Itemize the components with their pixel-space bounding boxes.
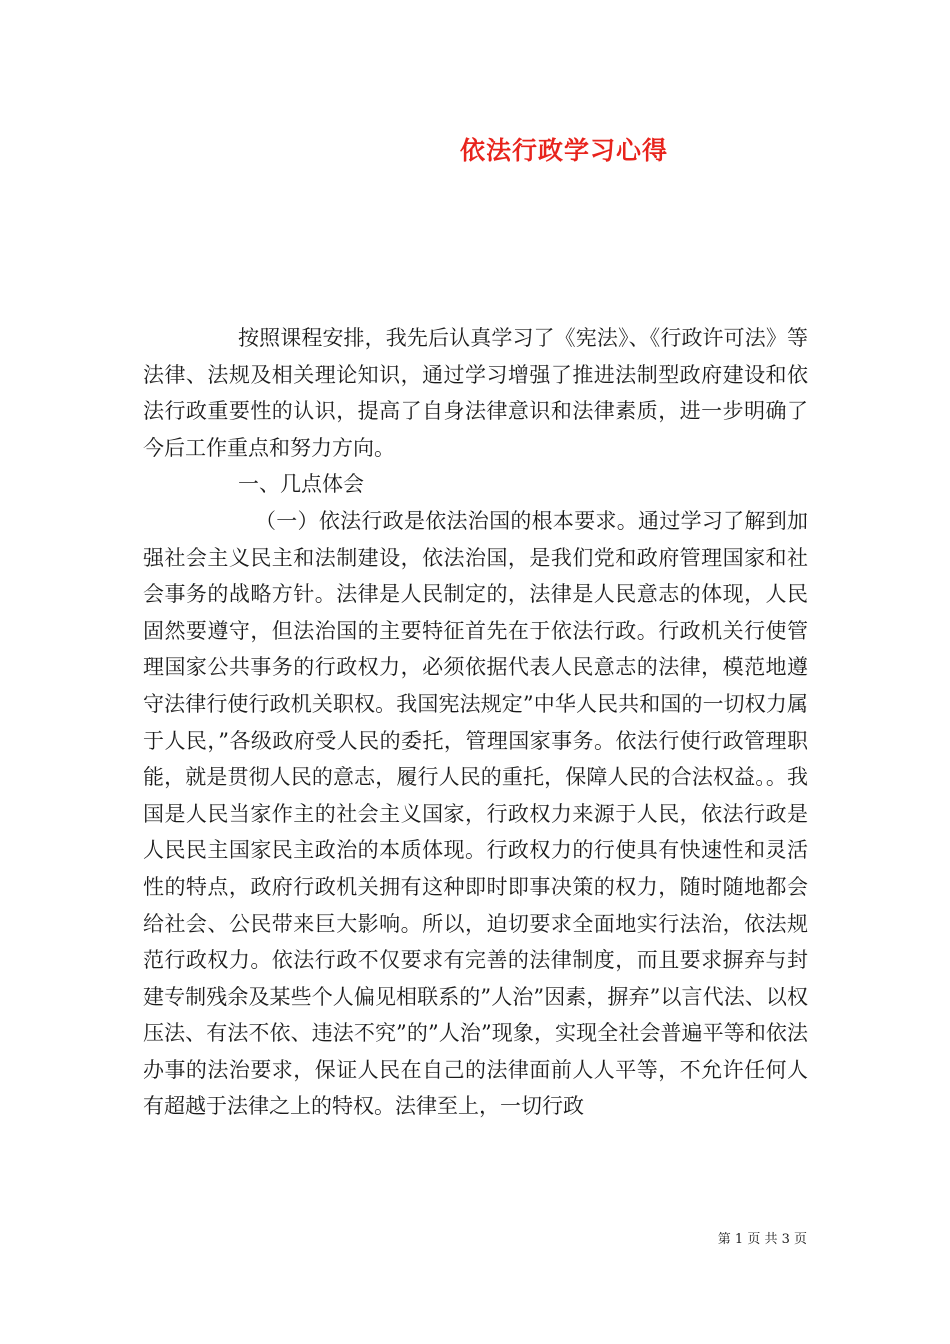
section-heading: 一、几点体会 (238, 472, 364, 497)
subsection-paragraph: （一）依法行政是依法治国的根本要求。通过学习了解到加强社会主义民主和法制建设，依法治国，是我们党和政府管理国家和社会事务的战略方针。法律是人民制定的，法律是人民意志的体现，人民固然要遵守，但法治国的主要特征首先在于依法行政。行政机关行使管理国家公共事务的行政权力，必须依据代表人民意志的法律，模范地遵守法律行使行政机关职权。我国宪法规定”中华人民共和国的一切权力属于人民，”各级政府受人民的委托，管理国家事务。依法行使行政管理职能，就是贯彻人民的意志，履行人民的重托，保障人民的合法权益。。我国是人民当家作主的社会主义国家，行政权力来源于人民，依法行政是人民民主国家民主政治的本质体现。行政权力的行使具有快速性和灵活性的特点，政府行政机关拥有这种即时即事决策的权力，随时随地都会给社会、公民带来巨大影响。所以，迫切要求全面地实行法治，依法规范行政权力。依法行政不仅要求有完善的法律制度，而且要求摒弃与封建专制残余及某些个人偏见相联系的”人治”因素，摒弃”以言代法、以权压法、有法不依、违法不究”的”人治”现象，实现全社会普遍平等和依法办事的法治要求，保证人民在自己的法律面前人人平等，不允许任何人有超越于法律之上的特权。法律至上，一切行政 (143, 508, 808, 1119)
intro-paragraph: 按照课程安排，我先后认真学习了《宪法》、《行政许可法》等法律、法规及相关理论知识，通过学习增强了推进法制型政府建设和依法行政重要性的认识，提高了自身法律意识和法律素质，进一步明确了今后工作重点和努力方向。 (143, 326, 808, 460)
document-body (143, 320, 808, 1125)
page-number-footer: 第 1 页 共 3 页 (717, 1232, 807, 1247)
page-title: 依法行政学习心得 (459, 136, 668, 165)
